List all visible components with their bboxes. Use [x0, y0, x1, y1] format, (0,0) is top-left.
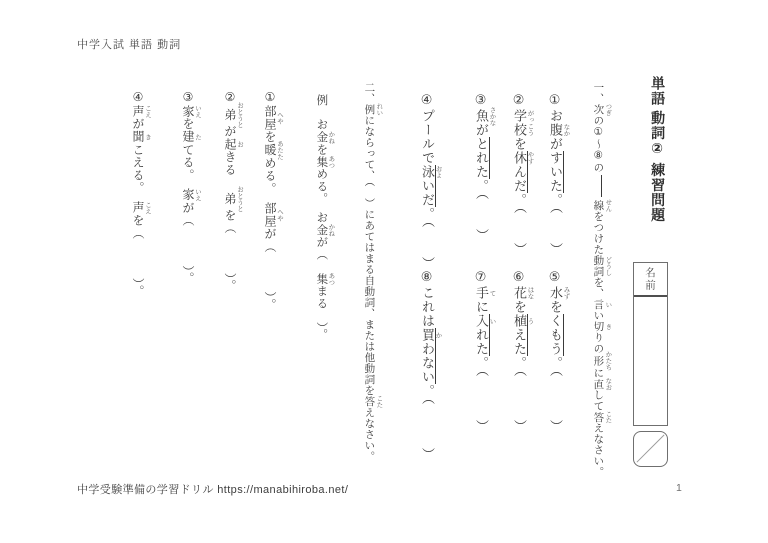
name-box [633, 262, 668, 426]
section1-item-1: ①お腹 なかがすいた。（ ） [548, 93, 570, 257]
name-box-label: 名前 [634, 263, 667, 297]
header-label: 中学入試 単語 動詞 [77, 39, 182, 51]
section1-item-2: ②学校 がっこうを休 やすんだ。（ ） [512, 93, 534, 257]
section1-item-3: ③魚 さかながとれた。（ ） [474, 93, 496, 243]
section2-item-4: ④声 こえが聞 きこえる。 声 こえを（ ）。 [130, 90, 151, 298]
page-title: 単語 動詞② 練習問題 [650, 76, 667, 223]
section2-item-2: ②弟 おとうとが起 おきる 弟 おとうとを（ ）。 [222, 90, 243, 293]
underline-dash [601, 175, 602, 197]
score-box [633, 431, 668, 467]
section2-item-3: ③家 いえを建 たてる。 家 いえが（ ）。 [180, 90, 201, 285]
section1-item-4: ④プールで泳 およいだ。（ ） [420, 93, 442, 271]
page-number: 1 [676, 482, 682, 494]
section1-item-8: ⑧これは買 かわない。（ ） [420, 270, 442, 462]
section2-instruction: 二、例 れいにならって、（ ）にあてはまる自動詞、または他動詞を答 こたえなさい。 [363, 82, 383, 462]
section1-item-5: ⑤水 みずをくもう。（ ） [548, 270, 570, 434]
section1-item-7: ⑦手 てに入 いれた。（ ） [474, 270, 496, 434]
section2-item-1: ①部屋 へやを暖 あたためる。 部屋 へやが（ ）。 [262, 90, 283, 312]
section1-item-6: ⑥花 はなを植 うえた。（ ） [512, 270, 534, 434]
footer-label: 中学受験準備の学習ドリル https://manabihiroba.net/ [77, 484, 349, 496]
section2-example: 例 お金 かねを集 あつめる。 お金 かねが（ 集 あつまる ）。 [315, 94, 335, 341]
score-diagonal-line [634, 432, 667, 466]
name-box-field [634, 297, 667, 425]
section1-instruction: 一、次 つぎの①〜⑧の線 せんをつけた動詞 どうしを、言 いい切 きりの形 かたちに直 なおして答 こたえなさい。 [592, 82, 612, 478]
